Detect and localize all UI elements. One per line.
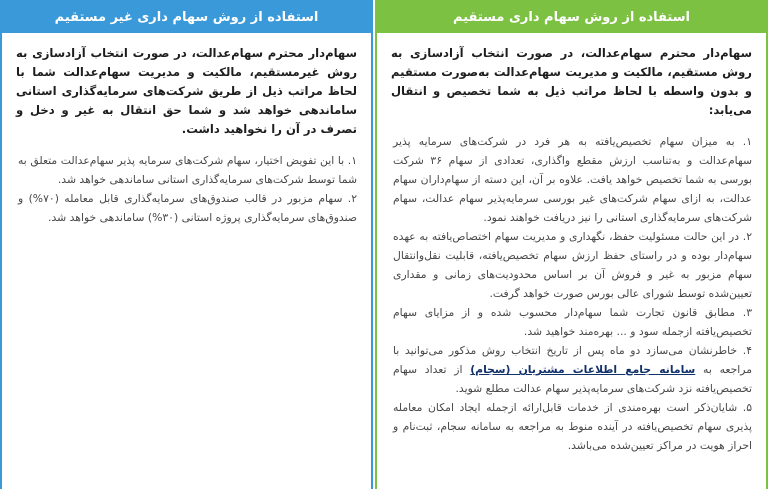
- item-text-before-link: خاطرنشان می‌سازد دو ماه پس از تاریخ انتخاب روش مذکور می‌توانید با مراجعه به: [393, 344, 753, 376]
- indirect-ownership-intro: سهام‌دار محترم سهام‌عدالت، در صورت انتخاب آزادسازی به روش غیرمستقیم، مالکیت و مدیریت سهام‌عدالت شما با لحاظ مراتب ذیل از طریق شرکت‌های سرمایه‌گذاری استانی ساماندهی خواهد شد و شما حق انتقال به غیر و دخل و تصرف در آن را نخواهید داشت.: [16, 46, 357, 136]
- list-item: [393, 227, 752, 303]
- item-text: مطابق قانون تجارت شما سهام‌دار محسوب شده و از مزایای سهام تخصیص‌یافته ازجمله سود و ... بهره‌مند خواهید شد.: [393, 306, 752, 338]
- sejam-link[interactable]: سامانه جامع اطلاعات مشتریان (سجام): [470, 363, 696, 376]
- item-text: به میزان سهام تخصیص‌یافته به هر فرد در شرکت‌های سرمایه پذیر سهام‌عدالت و به‌تناسب ارزش مقطع واگذاری، تعدادی از سهام ۳۶ شرکت بورسی به شما تخصیص خواهد یافت. علاوه بر آن، این دسته از سهام‌داران سهام عدالت، به ازای سهام شرکت‌های غیر بورسی سرمایه‌پذیر سهام عدالت، سهام شرکت‌های سرمایه‌گذاری استانی را نیز دریافت خواهند نمود.: [393, 135, 752, 224]
- indirect-ownership-list: [18, 151, 357, 227]
- list-item: [393, 341, 752, 398]
- direct-ownership-header: استفاده از روش سهام داری مستقیم: [377, 2, 766, 33]
- direct-ownership-panel: [375, 0, 768, 489]
- panel-gutter: [373, 0, 375, 489]
- direct-ownership-intro: سهام‌دار محترم سهام‌عدالت، در صورت انتخاب آزادسازی به روش مستقیم، مالکیت و مدیریت سهام‌عدالت به‌صورت مستقیم و بدون واسطه با لحاظ مراتب ذیل به شما تخصیص و انتقال می‌یابد:: [391, 46, 752, 117]
- item-number: ۳.: [742, 306, 752, 319]
- list-item: [18, 151, 357, 189]
- item-number: ۱.: [742, 135, 752, 148]
- item-text: شایان‌ذکر است بهره‌مندی از خدمات قابل‌ارائه ازجمله ایجاد امکان معامله پذیری سهام تخصیص‌یافته در آینده منوط به مراجعه به سامانه سجام، ثبت‌نام و احراز هویت در مراکز تعیین‌شده می‌باشد.: [393, 401, 752, 452]
- list-item: [393, 132, 752, 227]
- indirect-ownership-panel: [0, 0, 373, 489]
- indirect-ownership-header: استفاده از روش سهام داری غیر مستقیم: [2, 2, 371, 33]
- list-item: [393, 398, 752, 455]
- item-number: ۵.: [742, 401, 752, 414]
- item-number: ۱.: [347, 154, 357, 167]
- direct-ownership-list: [393, 132, 752, 455]
- list-item: [18, 189, 357, 227]
- item-text-after-link: از تعداد سهام تخصیص‌یافته نزد شرکت‌های سرمایه‌پذیر سهام عدالت مطلع شوید.: [393, 363, 752, 395]
- item-number: ۲.: [742, 230, 752, 243]
- item-number: ۲.: [347, 192, 358, 205]
- item-text: در این حالت مسئولیت حفظ، نگهداری و مدیریت سهام اختصاص‌یافته به عهده سهام‌دار بوده و در راستای حفظ ارزش سهام تخصیص‌یافته، قابلیت نقل‌وانتقال سهام مزبور به غیر و فروش آن بر اساس محدودیت‌های زمانی و مقداری تعیین‌شده توسط شورای عالی بورس صورت خواهد گرفت.: [393, 230, 752, 300]
- item-number: ۴.: [742, 344, 753, 357]
- item-text: با این تفویض اختیار، سهام شرکت‌های سرمایه پذیر سهام‌عدالت متعلق به شما توسط شرکت‌های سرمایه‌گذاری استانی ساماندهی خواهد شد.: [18, 154, 357, 186]
- list-item: [393, 303, 752, 341]
- item-text: سهام مزبور در قالب صندوق‌های سرمایه‌گذاری قابل معامله (۷۰%) و صندوق‌های سرمایه‌گذاری پروژه استانی (۳۰%) ساماندهی خواهد شد.: [18, 192, 357, 224]
